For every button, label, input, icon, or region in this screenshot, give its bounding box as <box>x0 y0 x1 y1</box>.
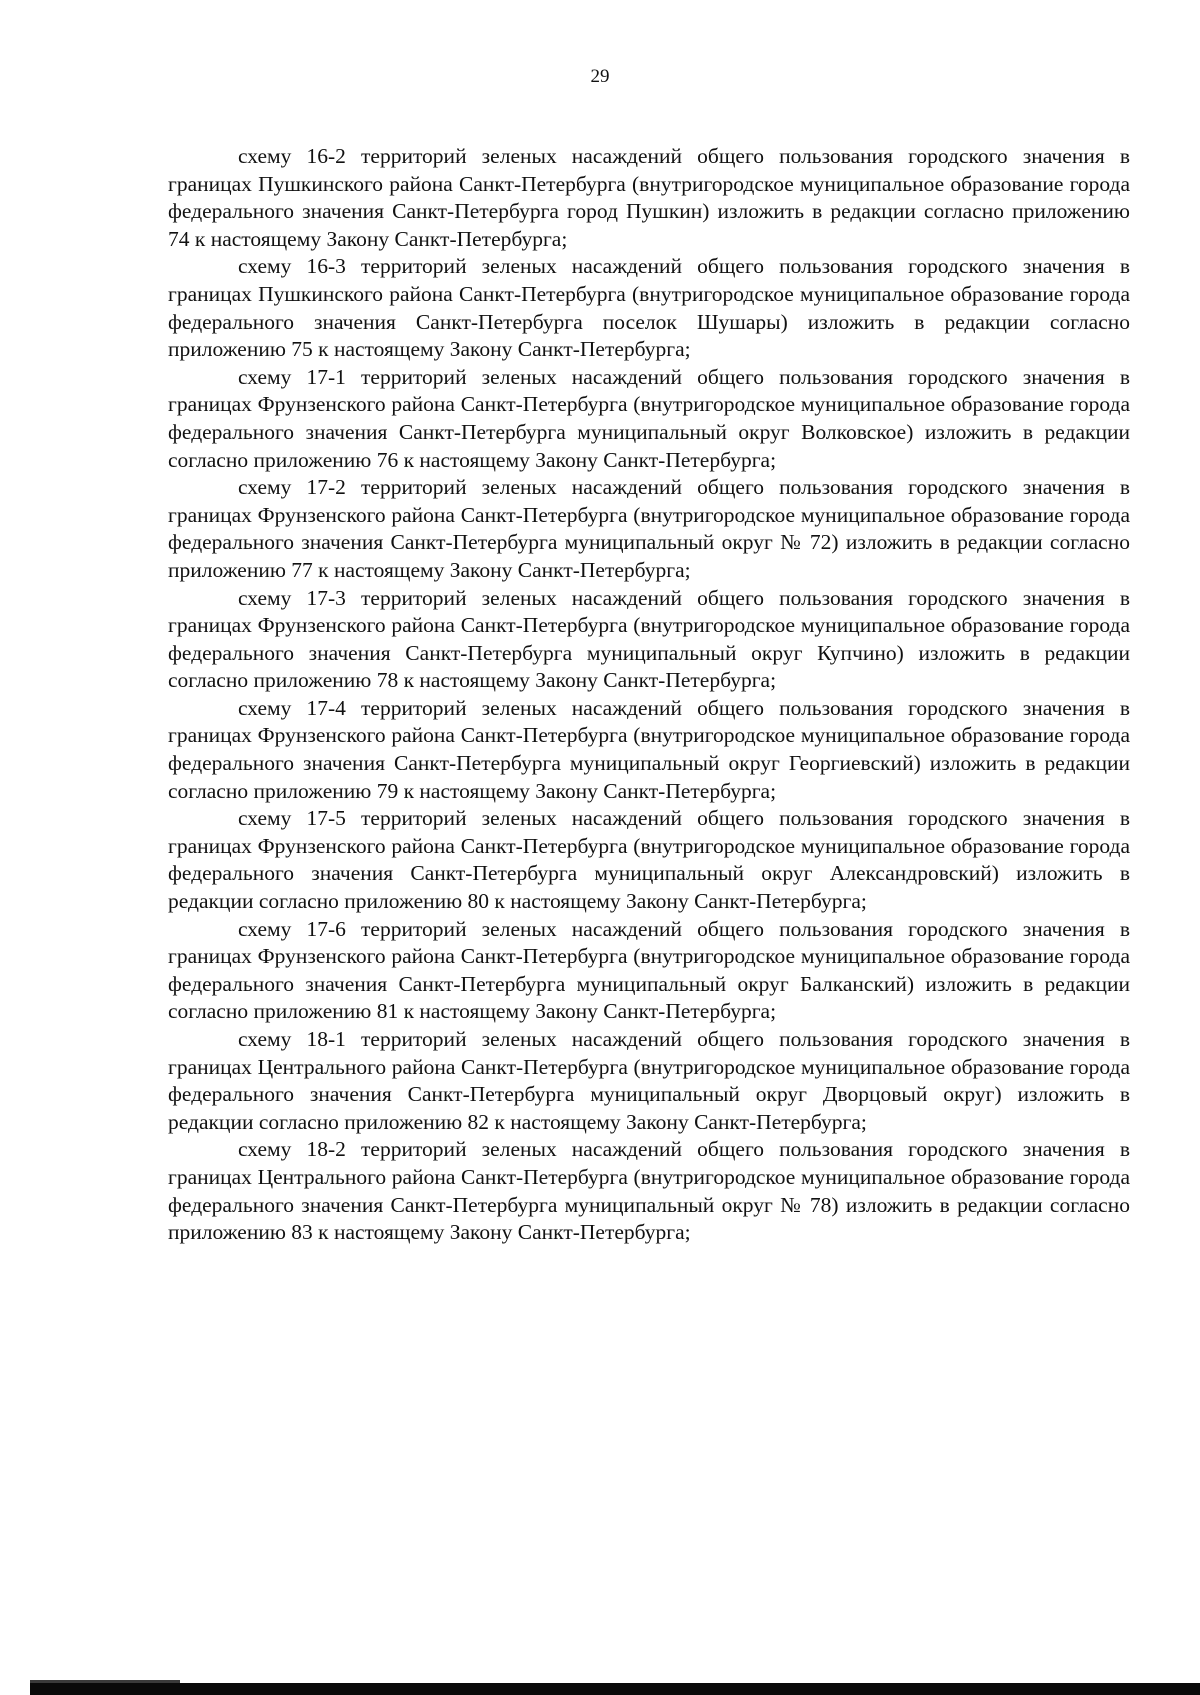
scan-edge-bar <box>30 1683 1200 1695</box>
paragraph-scheme-17-6: схему 17-6 территорий зеленых насаждений общего пользования городского значения в границах Фрунзенского района Санкт-Петербурга (внутригородское муниципальное образование города федерального значения Санкт-Петербурга муниципальный округ Балканский) изложить в редакции согласно приложению 81 к настоящему Закону Санкт-Петербурга; <box>168 916 1130 1024</box>
paragraph-scheme-18-1: схему 18-1 территорий зеленых насаждений общего пользования городского значения в границах Центрального района Санкт-Петербурга (внутригородское муниципальное образование города федерального значения Санкт-Петербурга муниципальный округ Дворцовый округ) изложить в редакции согласно приложению 82 к настоящему Закону Санкт-Петербурга; <box>168 1027 1130 1134</box>
document-body <box>168 143 1130 1247</box>
paragraph-scheme-18-2: схему 18-2 территорий зеленых насаждений общего пользования городского значения в границах Центрального района Санкт-Петербурга (внутригородское муниципальное образование города федерального значения Санкт-Петербурга муниципальный округ № 78) изложить в редакции согласно приложению 83 к настоящему Закону Санкт-Петербурга; <box>168 1137 1130 1245</box>
paragraph-scheme-16-2: схему 16-2 территорий зеленых насаждений общего пользования городского значения в границах Пушкинского района Санкт-Петербурга (внутригородское муниципальное образование города федерального значения Санкт-Петербурга город Пушкин) изложить в редакции согласно приложению 74 к настоящему Закону Санкт-Петербурга; <box>168 144 1130 251</box>
paragraph-scheme-17-3: схему 17-3 территорий зеленых насаждений общего пользования городского значения в границах Фрунзенского района Санкт-Петербурга (внутригородское муниципальное образование города федерального значения Санкт-Петербурга муниципальный округ Купчино) изложить в редакции согласно приложению 78 к настоящему Закону Санкт-Петербурга; <box>168 585 1130 693</box>
paragraph-scheme-17-4: схему 17-4 территорий зеленых насаждений общего пользования городского значения в границах Фрунзенского района Санкт-Петербурга (внутригородское муниципальное образование города федерального значения Санкт-Петербурга муниципальный округ Георгиевский) изложить в редакции согласно приложению 79 к настоящему Закону Санкт-Петербурга; <box>168 695 1130 803</box>
paragraph-scheme-17-5: схему 17-5 территорий зеленых насаждений общего пользования городского значения в границах Фрунзенского района Санкт-Петербурга (внутригородское муниципальное образование города федерального значения Санкт-Петербурга муниципальный округ Александровский) изложить в редакции согласно приложению 80 к настоящему Закону Санкт-Петербурга; <box>168 806 1130 914</box>
page-number: 29 <box>590 66 610 87</box>
paragraph-scheme-17-1: схему 17-1 территорий зеленых насаждений общего пользования городского значения в границах Фрунзенского района Санкт-Петербурга (внутригородское муниципальное образование города федерального значения Санкт-Петербурга муниципальный округ Волковское) изложить в редакции согласно приложению 76 к настоящему Закону Санкт-Петербурга; <box>168 364 1130 472</box>
paragraph-scheme-16-3: схему 16-3 территорий зеленых насаждений общего пользования городского значения в границах Пушкинского района Санкт-Петербурга (внутригородское муниципальное образование города федерального значения Санкт-Петербурга поселок Шушары) изложить в редакции согласно приложению 75 к настоящему Закону Санкт-Петербурга; <box>168 254 1130 362</box>
paragraph-scheme-17-2: схему 17-2 территорий зеленых насаждений общего пользования городского значения в границах Фрунзенского района Санкт-Петербурга (внутригородское муниципальное образование города федерального значения Санкт-Петербурга муниципальный округ № 72) изложить в редакции согласно приложению 77 к настоящему Закону Санкт-Петербурга; <box>168 475 1130 582</box>
